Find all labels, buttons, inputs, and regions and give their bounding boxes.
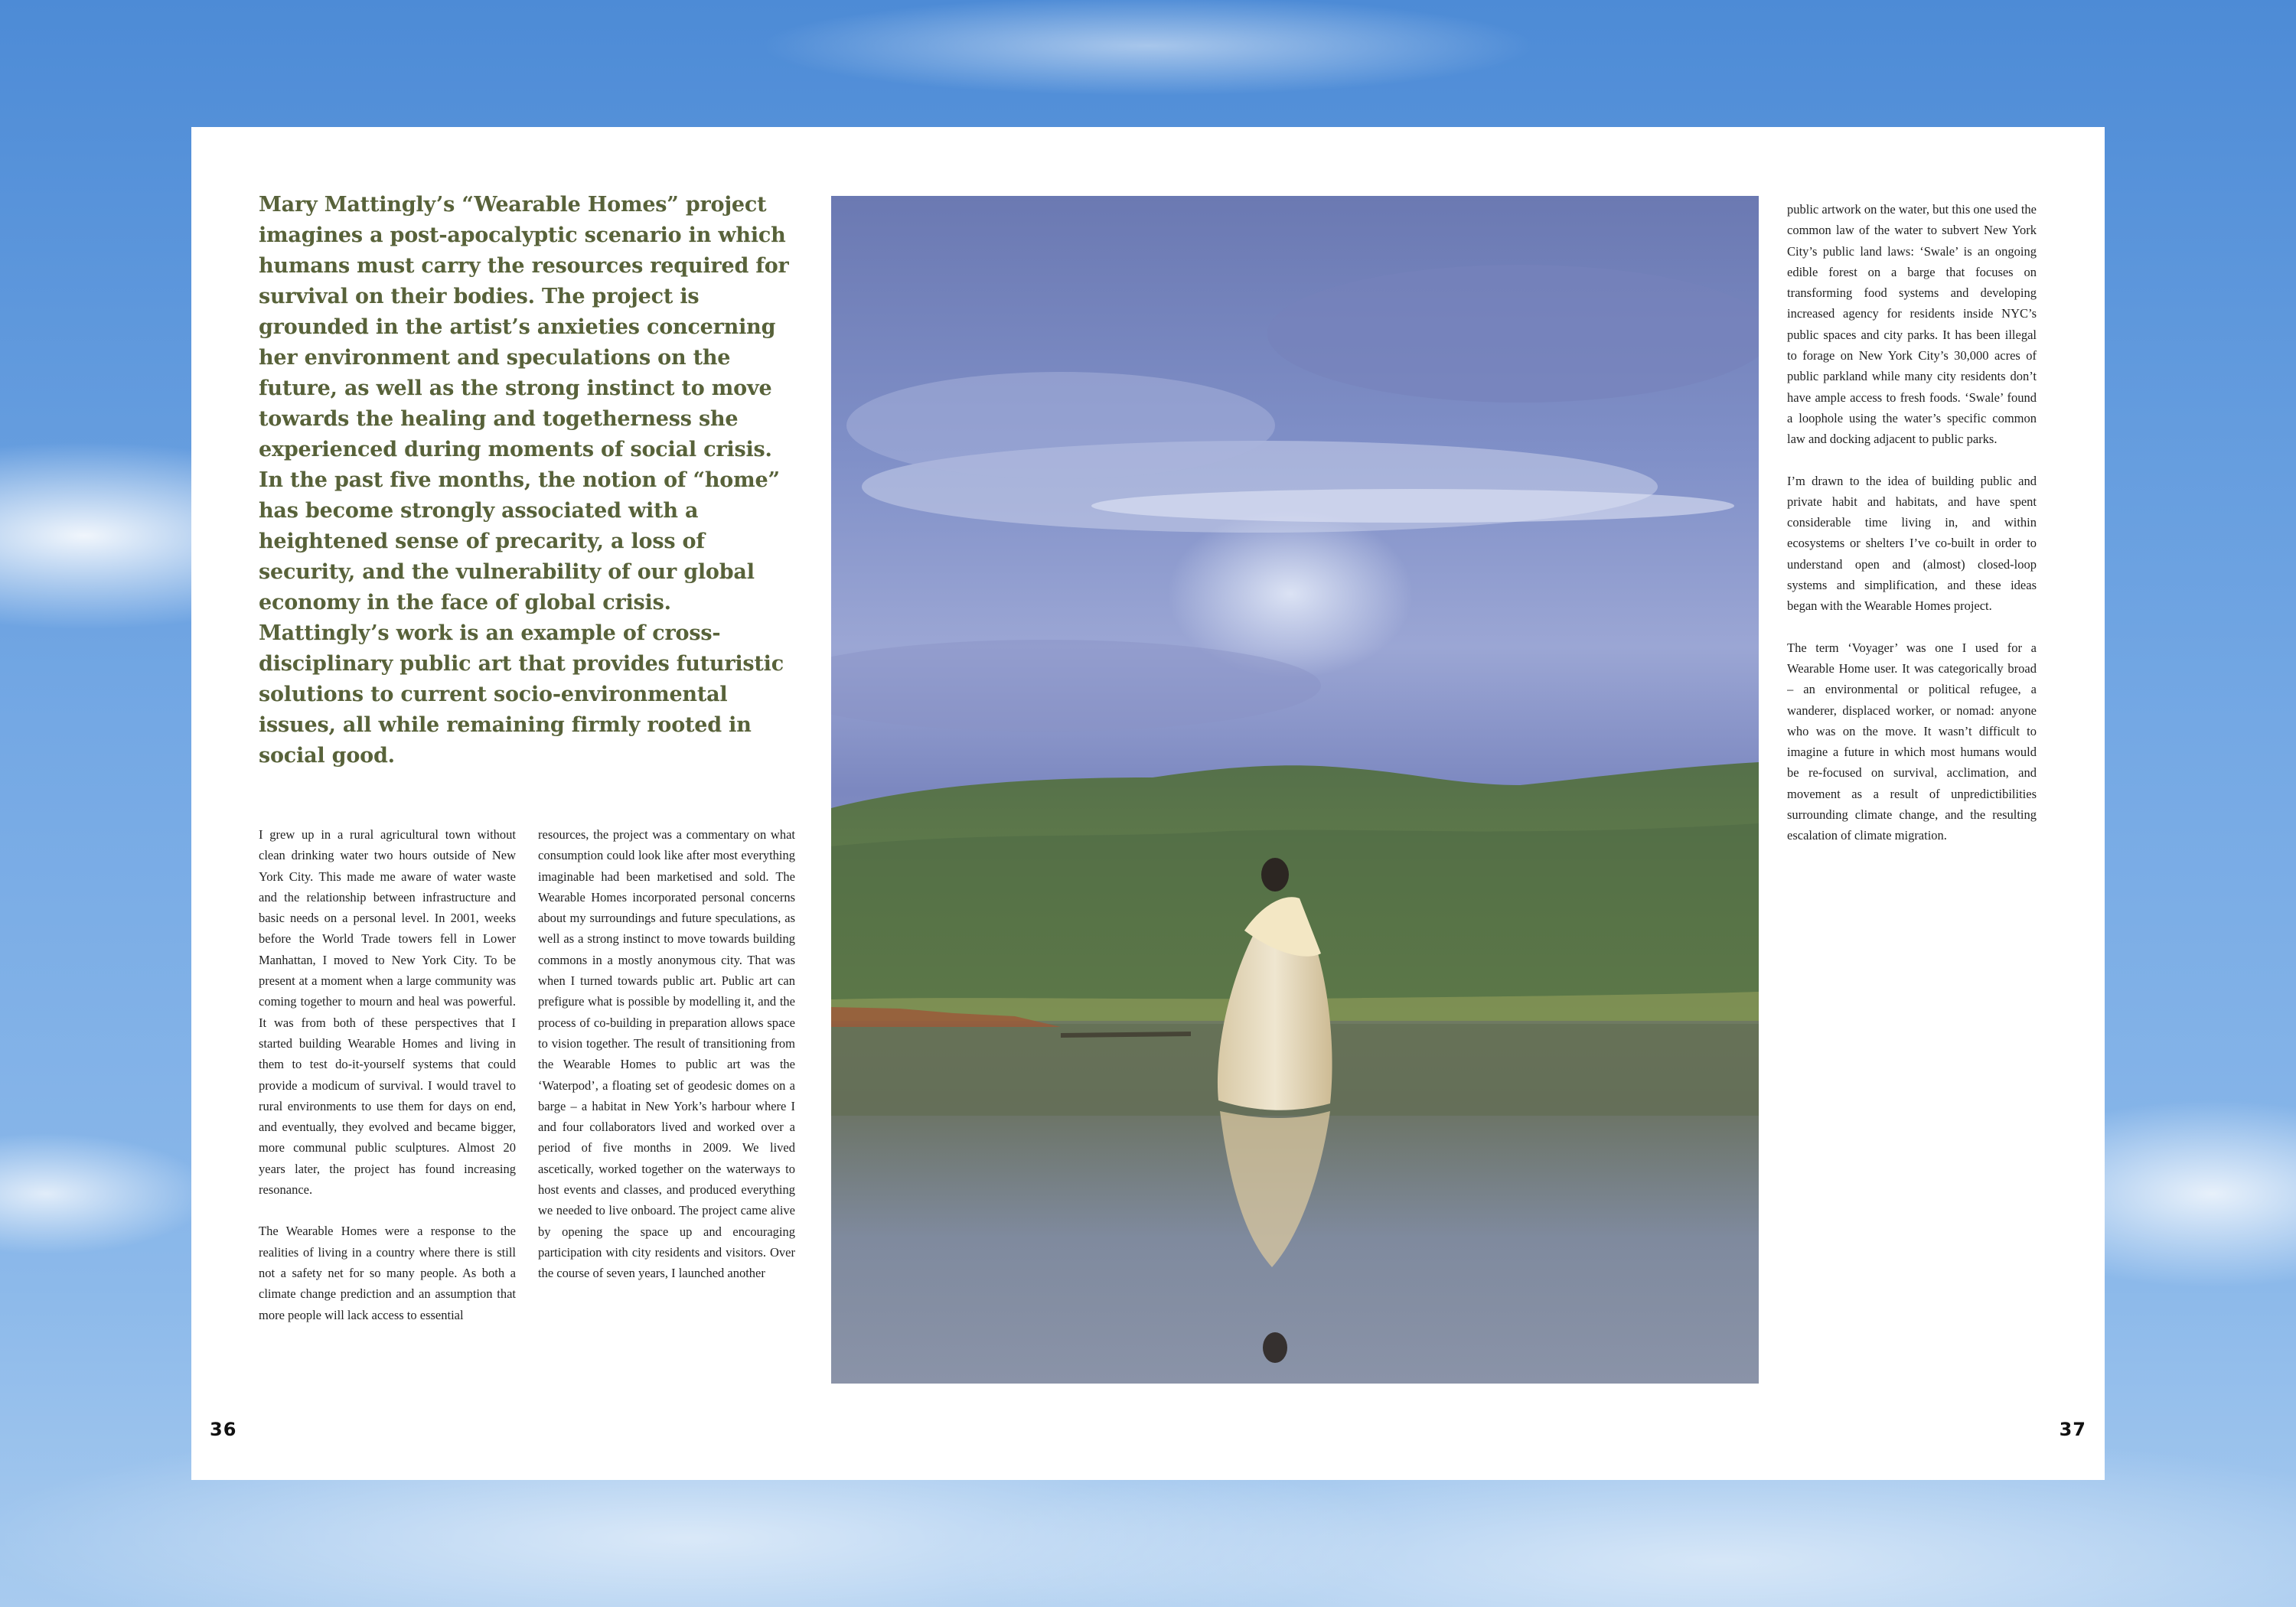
body-column-2	[538, 824, 795, 1516]
body-paragraph: The Wearable Homes were a response to the realities of living in a country where there is still not a safety net for so many people. As both a climate change prediction and an assumption that more people will lack access to essential	[259, 1224, 516, 1322]
lede-paragraph: Mary Mattingly’s “Wearable Homes” project imagines a post-apocalyptic scenario in which humans must carry the resources required for survival on their bodies. The project is grounded in the artist’s anxieties concerning her environment and speculations on the future, as well as the strong instinct to move towards the healing and togetherness she experienced during moments of social crisis. In the past five months, the notion of “home” has become strongly associated with a heightened sense of precarity, a loss of security, and the vulnerability of our global economy in the face of global crisis. Mattingly’s work is an example of cross-disciplinary public art that provides futuristic solutions to current socio-environmental issues, all while remaining firmly rooted in social good.	[259, 193, 789, 768]
feature-photo	[831, 196, 1759, 1384]
body-paragraph: I’m drawn to the idea of building public and private habit and habitats, and have spent considerable time living in, and within ecosystems or shelters I’ve co-built in order to understand open and (almost) closed-loop systems and simplification, and these ideas began with the Wearable Homes project.	[1787, 473, 2037, 614]
body-paragraph: public artwork on the water, but this one used the common law of the water to subvert New York City’s public land laws: ‘Swale’ is an ongoing edible forest on a barge that focuses on transforming food systems and developing increased agency for residents inside NYC’s public spaces and city parks. It has been illegal to forage on New York City’s 30,000 acres of public parkland while many city residents don’t have ample access to fresh foods. ‘Swale’ found a loophole using the water’s specific common law and docking adjacent to public parks.	[1787, 202, 2037, 447]
body-paragraph: I grew up in a rural agricultural town without clean drinking water two hours outside of New York City. This made me aware of water waste and the relationship between infrastructure and basic needs on a personal level. In 2001, weeks before the World Trade towers fell in Lower Manhattan, I moved to New York City. To be present at a moment when a large community was coming together to mourn and heal was powerful. It was from both of these perspectives that I started building Wearable Homes and living in them to test do-it-yourself systems that could provide a modicum of survival. I would travel to rural environments to use them for days on end, and eventually, they evolved and became bigger, more communal public sculptures. Almost 20 years later, the project has found increasing resonance.	[259, 827, 516, 1198]
body-paragraph: The term ‘Voyager’ was one I used for a Wearable Home user. It was categorically broad – an environmental or political refugee, a wanderer, displaced worker, or nomad: anyone who was on the move. It wasn’t difficult to imagine a future in which most humans would be re-focused on survival, acclimation, and movement as a result of unpredictibilities surrounding climate change, and the resulting escalation of climate migration.	[1787, 640, 2037, 843]
body-column-3	[1787, 199, 2037, 1079]
page-number-right: 37	[2059, 1419, 2086, 1440]
body-column-1	[259, 824, 516, 1516]
magazine-spread	[191, 127, 2105, 1480]
body-paragraph: resources, the project was a commentary on what consumption could look like after most everything imaginable had been marketised and sold. The Wearable Homes incorporated personal concerns about my surroundings and future speculations, as well as a strong instinct to move towards building commons in a mostly anonymous city. That was when I turned towards public art. Public art can prefigure what is possible by modelling it, and the process of co-building in preparation allows space to vision together. The result of transitioning from the Wearable Homes to public art was the ‘Waterpod’, a floating set of geodesic domes on a barge – a habitat in New York’s harbour where I and four collaborators lived and worked over a period of five months in 2009. We lived ascetically, worked together on the waterways to host events and classes, and produced everything we needed to live onboard. The project came alive by opening the space up and encouraging participation with city residents and visitors. Over the course of seven years, I launched another	[538, 827, 795, 1281]
page-number-left: 36	[210, 1419, 237, 1440]
